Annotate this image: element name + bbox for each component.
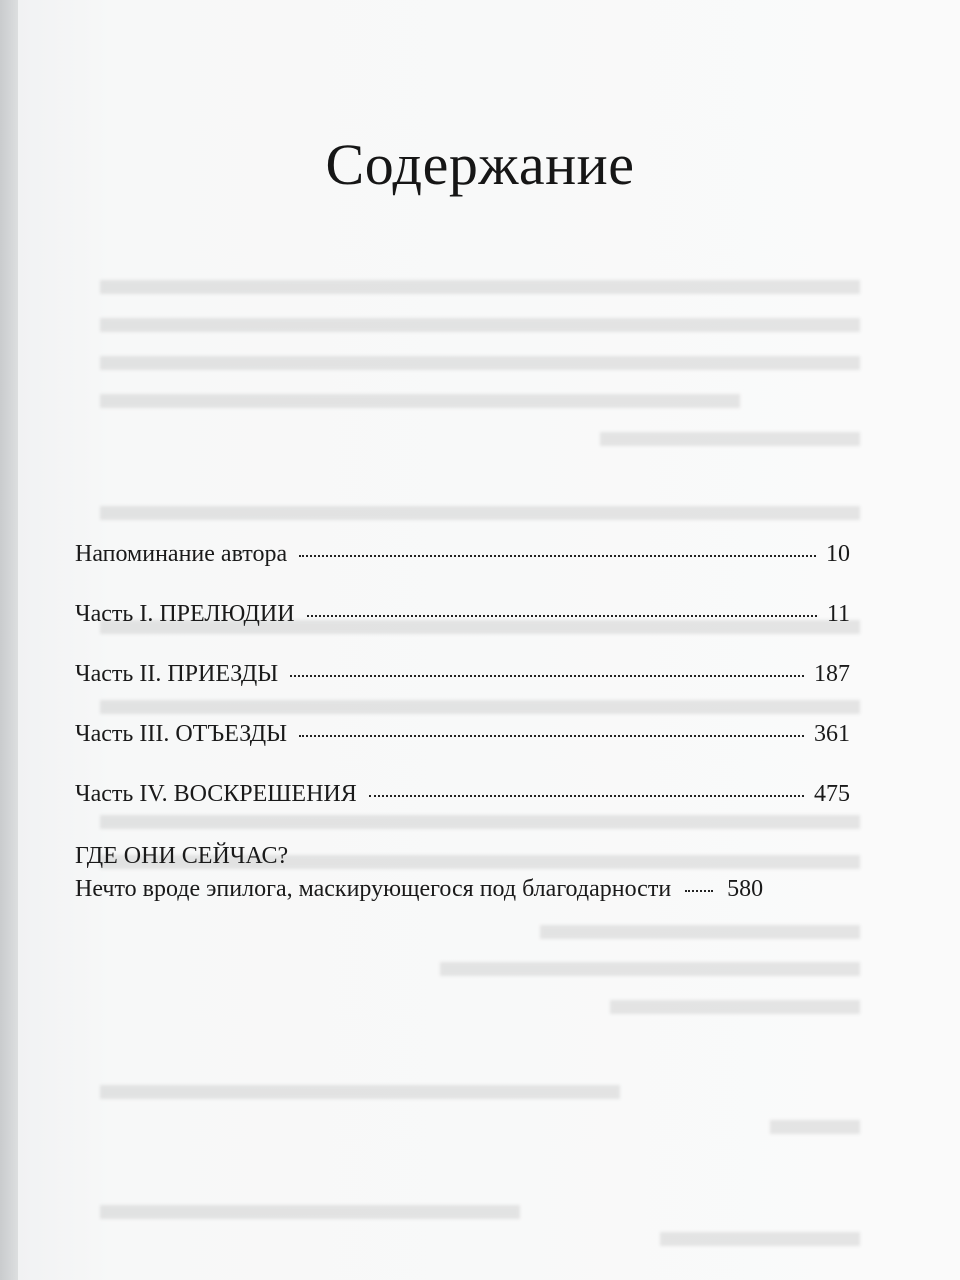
- toc-final-entry: [75, 840, 850, 906]
- dot-leader: [307, 615, 817, 617]
- toc-entry: [75, 720, 850, 748]
- toc-entry-label: Часть II. ПРИЕЗДЫ: [75, 661, 279, 687]
- toc-entry-label: Нечто вроде эпилога, маскирующегося под благодарности: [75, 876, 672, 902]
- toc-entry-label: Часть III. ОТЪЕЗДЫ: [75, 721, 288, 747]
- toc-entry: [75, 780, 850, 808]
- toc-entry-label: Часть I. ПРЕЛЮДИИ: [75, 601, 295, 627]
- toc-entry: [75, 600, 850, 628]
- table-of-contents: [75, 540, 850, 906]
- toc-entry-label: Напоминание автора: [75, 541, 288, 567]
- toc-entry: [75, 660, 850, 688]
- toc-entry-page: 187: [814, 661, 850, 687]
- toc-final-heading: ГДЕ ОНИ СЕЙЧАС?: [75, 843, 289, 869]
- page-title: Содержание: [325, 131, 635, 197]
- toc-entry-page: 580: [727, 876, 764, 902]
- dot-leader: [369, 795, 804, 797]
- dot-leader: [299, 555, 816, 557]
- toc-entry-page: 10: [826, 541, 850, 567]
- dot-leader: [299, 735, 804, 737]
- dot-leader: [290, 675, 804, 677]
- toc-entry: [75, 873, 850, 906]
- toc-entry-label: Часть IV. ВОСКРЕШЕНИЯ: [75, 781, 357, 807]
- dot-leader: [685, 890, 713, 892]
- toc-entry: [75, 540, 850, 568]
- toc-entry-page: 475: [814, 781, 850, 807]
- toc-entry-page: 11: [826, 601, 850, 627]
- toc-entry-page: 361: [814, 721, 850, 747]
